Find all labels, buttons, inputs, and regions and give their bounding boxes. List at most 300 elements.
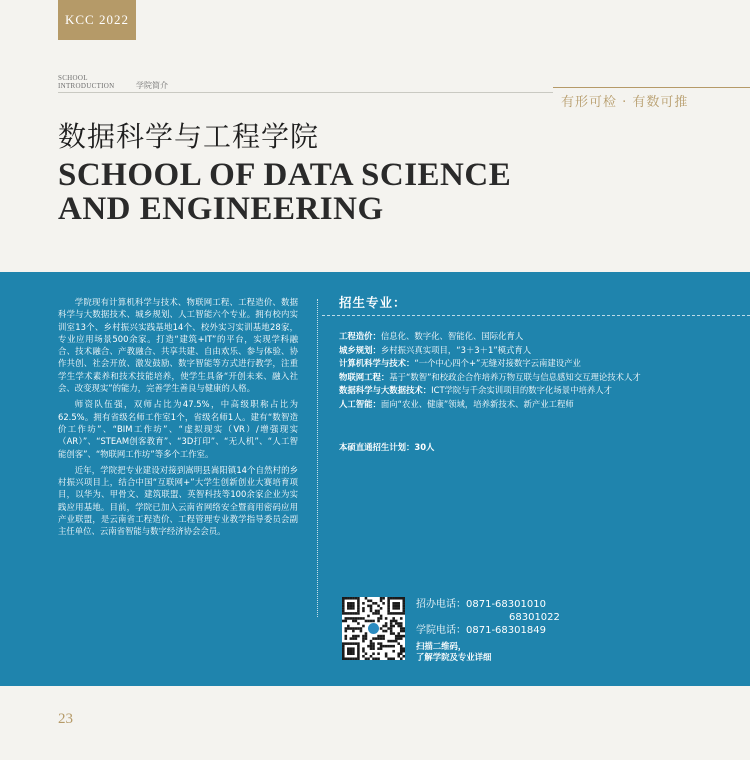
qr-module xyxy=(345,637,348,640)
qr-module xyxy=(390,622,393,625)
qr-module xyxy=(345,620,348,623)
qr-module xyxy=(395,605,398,608)
qr-module xyxy=(392,620,395,623)
qr-module xyxy=(375,610,378,613)
qr-module xyxy=(350,597,353,600)
enrollment-plan: 本硕直通招生计划：30人 xyxy=(339,442,435,452)
page-title-cn: 数据科学与工程学院 xyxy=(58,120,320,153)
major-item xyxy=(339,330,739,344)
qr-module xyxy=(352,657,355,660)
qr-module xyxy=(390,630,393,633)
qr-module xyxy=(402,650,405,653)
qr-module xyxy=(352,612,355,615)
qr-module xyxy=(385,652,388,655)
qr-module xyxy=(365,657,368,660)
qr-module xyxy=(357,610,360,613)
qr-module xyxy=(375,637,378,640)
qr-module xyxy=(397,602,400,605)
qr-module xyxy=(375,602,378,605)
qr-module xyxy=(377,635,380,638)
qr-module xyxy=(345,627,348,630)
qr-module xyxy=(377,637,380,640)
qr-module xyxy=(402,607,405,610)
column-divider xyxy=(317,299,318,617)
slogan: 有形可检 · 有数可推 xyxy=(561,95,689,110)
qr-module xyxy=(390,597,393,600)
major-desc: ICT学院与千余实训项目的数字化场景中培养人才 xyxy=(431,385,613,396)
qr-module xyxy=(400,622,403,625)
qr-module xyxy=(382,635,385,638)
qr-module xyxy=(387,607,390,610)
qr-module xyxy=(400,630,403,633)
qr-module xyxy=(397,622,400,625)
qr-module xyxy=(352,635,355,638)
qr-module xyxy=(342,620,345,623)
qr-module xyxy=(357,655,360,658)
major-name: 计算机科学与技术： xyxy=(339,358,415,369)
qr-module xyxy=(347,597,350,600)
qr-module xyxy=(347,627,350,630)
qr-module xyxy=(390,645,393,648)
qr-module xyxy=(345,642,348,645)
qr-module xyxy=(342,602,345,605)
qr-module xyxy=(352,642,355,645)
scan-hint xyxy=(416,641,560,663)
qr-module xyxy=(382,645,385,648)
major-desc: 面向“农业、健康”领域，培养新技术、新产业工程师 xyxy=(380,398,574,409)
qr-module xyxy=(400,650,403,653)
admission-phone-2: 68301022 xyxy=(509,612,560,623)
scan-hint-line1: 扫描二维码， xyxy=(416,641,467,651)
qr-module xyxy=(372,620,375,623)
qr-module xyxy=(345,630,348,633)
qr-module xyxy=(342,650,345,653)
qr-module xyxy=(350,602,353,605)
qr-module xyxy=(392,607,395,610)
qr-module xyxy=(350,657,353,660)
qr-module xyxy=(397,642,400,645)
qr-module xyxy=(372,637,375,640)
qr-module xyxy=(352,605,355,608)
qr-module xyxy=(385,630,388,633)
major-name: 物联网工程： xyxy=(339,371,390,382)
qr-module xyxy=(382,602,385,605)
qr-module xyxy=(342,652,345,655)
qr-module xyxy=(347,647,350,650)
college-label: 学院电话： xyxy=(416,625,466,636)
qr-module xyxy=(385,622,388,625)
college-phone: 0871-68301849 xyxy=(466,625,546,636)
qr-module xyxy=(380,627,383,630)
major-item xyxy=(339,384,739,398)
qr-module xyxy=(377,617,380,620)
qr-module xyxy=(347,612,350,615)
major-name: 数据科学与大数据技术： xyxy=(339,385,432,396)
qr-module xyxy=(397,625,400,628)
qr-module xyxy=(395,607,398,610)
qr-module xyxy=(370,655,373,658)
qr-module xyxy=(350,617,353,620)
qr-module xyxy=(372,652,375,655)
qr-module xyxy=(357,605,360,608)
qr-module xyxy=(355,597,358,600)
qr-module xyxy=(377,652,380,655)
qr-module xyxy=(382,597,385,600)
qr-module xyxy=(342,647,345,650)
qr-module xyxy=(397,635,400,638)
qr-module xyxy=(400,625,403,628)
qr-module xyxy=(365,620,368,623)
qr-module xyxy=(397,612,400,615)
qr-module xyxy=(387,627,390,630)
qr-module xyxy=(370,647,373,650)
qr-module xyxy=(367,615,370,618)
qr-module xyxy=(400,627,403,630)
qr-module xyxy=(350,607,353,610)
major-name: 工程造价： xyxy=(339,331,381,341)
qr-module xyxy=(377,647,380,650)
qr-module xyxy=(400,597,403,600)
admission-phone-1: 0871-68301010 xyxy=(466,599,546,610)
qr-module xyxy=(350,647,353,650)
qr-module xyxy=(385,655,388,658)
qr-module xyxy=(370,600,373,603)
qr-module xyxy=(357,597,360,600)
qr-module xyxy=(400,652,403,655)
qr-module xyxy=(400,617,403,620)
qr-module xyxy=(402,597,405,600)
qr-module xyxy=(357,622,360,625)
qr-module xyxy=(342,600,345,603)
page-title-en-line2: AND ENGINEERING xyxy=(58,191,384,227)
qr-module xyxy=(402,655,405,658)
major-item xyxy=(339,357,739,371)
qr-module xyxy=(342,645,345,648)
qr-module xyxy=(395,622,398,625)
qr-module xyxy=(342,607,345,610)
qr-module xyxy=(362,647,365,650)
qr-module xyxy=(387,645,390,648)
qr-module xyxy=(402,605,405,608)
qr-module xyxy=(402,600,405,603)
qr-module xyxy=(372,647,375,650)
qr-module xyxy=(387,602,390,605)
qr-module xyxy=(367,605,370,608)
qr-module xyxy=(365,635,368,638)
qr-module xyxy=(390,632,393,635)
qr-module xyxy=(357,647,360,650)
qr-module xyxy=(367,600,370,603)
qr-module xyxy=(347,652,350,655)
qr-module xyxy=(397,637,400,640)
qr-module xyxy=(357,652,360,655)
qr-module xyxy=(397,607,400,610)
qr-module xyxy=(345,597,348,600)
section-label-cn: 学院简介 xyxy=(136,81,168,90)
intro-paragraph-1: 学院现有计算机科学与技术、物联网工程、工程造价、数据科学与大数据技术、城乡规划、人工智能六个专业。拥有校内实训室13个、乡村振兴实践基地14个、校外实习实训基地28家，专业应用场景500余家。打造“建筑+IT”的平台，实现学科融合、技术融合、产教融合、共享共建、自由欢乐、参与体验、协作共创、社会开放、激发鼓励、数字智能等方式进行教学，注重学生学术素养和技术技能培养，使学生具备“开创未来、融入社会、改变现实”的能力，完善学生善良与健康的人格。 xyxy=(58,297,298,394)
qr-module xyxy=(347,625,350,628)
qr-module xyxy=(362,625,365,628)
major-name: 人工智能： xyxy=(339,398,381,409)
qr-module xyxy=(395,635,398,638)
qr-module xyxy=(355,612,358,615)
qr-module xyxy=(385,625,388,628)
qr-module xyxy=(387,600,390,603)
major-desc: 信息化、数字化、智能化、国际化育人 xyxy=(380,331,524,341)
qr-module xyxy=(347,650,350,653)
scan-hint-line2: 了解学院及专业详细 xyxy=(416,652,492,662)
qr-module xyxy=(392,602,395,605)
qr-module xyxy=(347,657,350,660)
qr-module xyxy=(352,630,355,633)
qr-module xyxy=(355,657,358,660)
qr-module xyxy=(390,620,393,623)
qr-module xyxy=(395,640,398,643)
qr-center-logo xyxy=(368,623,379,634)
qr-module xyxy=(350,652,353,655)
qr-module xyxy=(367,620,370,623)
qr-module xyxy=(385,645,388,648)
qr-module xyxy=(362,655,365,658)
intro-paragraph-2: 师资队伍强，双师占比为47.5%，中高级职称占比为62.5%。拥有省级名师工作室1个，省级名师1人。建有“数智造价工作坊”、“BIM工作坊”、“虚拟现实（VR）/增强现实（AR）”、“STEAM创客教育”、“3D打印”、“无人机”、“人工智能创客”、“物联网工作坊”等多个工作室。 xyxy=(58,399,298,459)
qr-module xyxy=(347,642,350,645)
qr-module xyxy=(387,597,390,600)
qr-module xyxy=(400,645,403,648)
qr-module xyxy=(390,627,393,630)
qr-module xyxy=(352,607,355,610)
major-item xyxy=(339,344,739,358)
qr-module xyxy=(352,652,355,655)
qr-module xyxy=(372,612,375,615)
major-desc: “一个中心四个+”无缝对接数字云南建设产业 xyxy=(414,358,581,369)
qr-module xyxy=(372,642,375,645)
qr-module xyxy=(350,612,353,615)
qr-module xyxy=(357,617,360,620)
qr-module xyxy=(380,615,383,618)
qr-module xyxy=(402,630,405,633)
qr-module xyxy=(400,612,403,615)
qr-module xyxy=(357,642,360,645)
qr-module xyxy=(387,657,390,660)
qr-module xyxy=(392,640,395,643)
qr-module xyxy=(377,657,380,660)
slogan-rule xyxy=(553,87,750,88)
qr-module xyxy=(345,635,348,638)
qr-module xyxy=(345,612,348,615)
qr-module xyxy=(395,597,398,600)
intro-text xyxy=(58,296,298,542)
qr-module xyxy=(352,627,355,630)
qr-module xyxy=(392,657,395,660)
qr-module xyxy=(400,637,403,640)
qr-module xyxy=(380,600,383,603)
qr-module xyxy=(342,597,345,600)
major-item xyxy=(339,371,739,385)
major-name: 城乡规划： xyxy=(339,344,381,355)
qr-module xyxy=(380,642,383,645)
qr-module xyxy=(397,632,400,635)
qr-module xyxy=(382,637,385,640)
qr-module xyxy=(387,610,390,613)
qr-module xyxy=(342,612,345,615)
qr-module xyxy=(357,612,360,615)
qr-module xyxy=(355,620,358,623)
qr-module xyxy=(360,627,363,630)
qr-module xyxy=(355,627,358,630)
qr-module xyxy=(365,632,368,635)
qr-module xyxy=(347,607,350,610)
qr-module xyxy=(350,642,353,645)
enrollment-heading: 招生专业： xyxy=(339,295,407,310)
qr-module xyxy=(380,645,383,648)
qr-module xyxy=(395,620,398,623)
qr-module xyxy=(365,597,368,600)
qr-module xyxy=(375,612,378,615)
qr-module xyxy=(395,602,398,605)
qr-module xyxy=(380,607,383,610)
qr-module xyxy=(357,635,360,638)
qr-module xyxy=(372,645,375,648)
qr-module xyxy=(357,645,360,648)
major-desc: 基于“数智”和校政企合作培养万物互联与信息感知交互理论技术人才 xyxy=(389,371,641,382)
qr-module xyxy=(372,602,375,605)
qr-module xyxy=(370,642,373,645)
qr-module xyxy=(350,637,353,640)
qr-module xyxy=(390,640,393,643)
qr-module xyxy=(362,617,365,620)
qr-module xyxy=(400,635,403,638)
qr-module xyxy=(392,632,395,635)
qr-module xyxy=(360,617,363,620)
qr-module xyxy=(350,605,353,608)
qr-module xyxy=(380,647,383,650)
contact-info xyxy=(416,598,560,663)
qr-module xyxy=(380,637,383,640)
brand-label: KCC 2022 xyxy=(65,12,129,27)
qr-module xyxy=(362,635,365,638)
qr-module xyxy=(362,640,365,643)
qr-module xyxy=(365,652,368,655)
qr-module xyxy=(367,645,370,648)
qr-module xyxy=(357,607,360,610)
qr-module xyxy=(347,617,350,620)
qr-module xyxy=(402,635,405,638)
qr-module xyxy=(362,637,365,640)
qr-module xyxy=(370,645,373,648)
section-label-en-line1: SCHOOL xyxy=(58,74,88,82)
qr-module xyxy=(367,657,370,660)
qr-module xyxy=(350,650,353,653)
qr-module xyxy=(357,627,360,630)
qr-module xyxy=(352,650,355,653)
qr-module xyxy=(345,617,348,620)
qr-module xyxy=(355,637,358,640)
qr-module xyxy=(377,612,380,615)
qr-module xyxy=(352,617,355,620)
admission-phone-line xyxy=(416,598,560,611)
qr-module xyxy=(360,630,363,633)
qr-module xyxy=(375,657,378,660)
majors-list xyxy=(339,330,739,412)
qr-module xyxy=(387,605,390,608)
qr-module xyxy=(365,637,368,640)
qr-module xyxy=(370,640,373,643)
page-number: 23 xyxy=(58,711,73,727)
qr-module xyxy=(382,625,385,628)
qr-module xyxy=(397,605,400,608)
qr-module xyxy=(402,610,405,613)
qr-module xyxy=(352,637,355,640)
qr-module xyxy=(395,637,398,640)
qr-module xyxy=(377,605,380,608)
qr-module xyxy=(385,617,388,620)
qr-module xyxy=(352,597,355,600)
qr-module xyxy=(392,650,395,653)
qr-module xyxy=(377,620,380,623)
brand-badge xyxy=(58,0,136,40)
qr-module xyxy=(342,642,345,645)
qr-module xyxy=(370,607,373,610)
qr-module xyxy=(362,607,365,610)
qr-module xyxy=(357,657,360,660)
qr-module xyxy=(352,620,355,623)
page-title-en xyxy=(58,158,618,226)
qr-module xyxy=(397,652,400,655)
qr-module xyxy=(370,620,373,623)
qr-module xyxy=(347,602,350,605)
qr-module xyxy=(370,610,373,613)
qr-module xyxy=(392,612,395,615)
qr-module xyxy=(357,600,360,603)
qr-module xyxy=(352,647,355,650)
qr-code[interactable] xyxy=(342,597,405,660)
qr-module xyxy=(392,625,395,628)
qr-module xyxy=(395,612,398,615)
qr-module xyxy=(362,602,365,605)
qr-module xyxy=(355,635,358,638)
qr-module xyxy=(377,642,380,645)
college-phone-line xyxy=(416,624,560,637)
qr-module xyxy=(392,645,395,648)
qr-module xyxy=(402,627,405,630)
qr-module xyxy=(390,612,393,615)
qr-module xyxy=(355,642,358,645)
section-label-en-line2: INTRODUCTION xyxy=(58,82,115,90)
qr-code-graphic xyxy=(342,597,405,660)
qr-module xyxy=(387,612,390,615)
qr-module xyxy=(402,647,405,650)
qr-module xyxy=(370,605,373,608)
qr-module xyxy=(362,610,365,613)
qr-module xyxy=(342,610,345,613)
qr-module xyxy=(392,605,395,608)
qr-module xyxy=(400,647,403,650)
qr-module xyxy=(380,617,383,620)
header-rule xyxy=(58,92,553,93)
qr-module xyxy=(392,597,395,600)
qr-module xyxy=(377,610,380,613)
qr-module xyxy=(350,627,353,630)
qr-module xyxy=(352,602,355,605)
qr-module xyxy=(382,630,385,633)
qr-module xyxy=(342,655,345,658)
qr-module xyxy=(357,650,360,653)
qr-module xyxy=(380,635,383,638)
major-desc: 乡村振兴真实项目，“3＋3＋1”模式育人 xyxy=(380,344,532,355)
admission-label: 招办电话： xyxy=(416,599,466,610)
qr-module xyxy=(397,655,400,658)
page-title-en-line1: SCHOOL OF DATA SCIENCE xyxy=(58,157,512,193)
